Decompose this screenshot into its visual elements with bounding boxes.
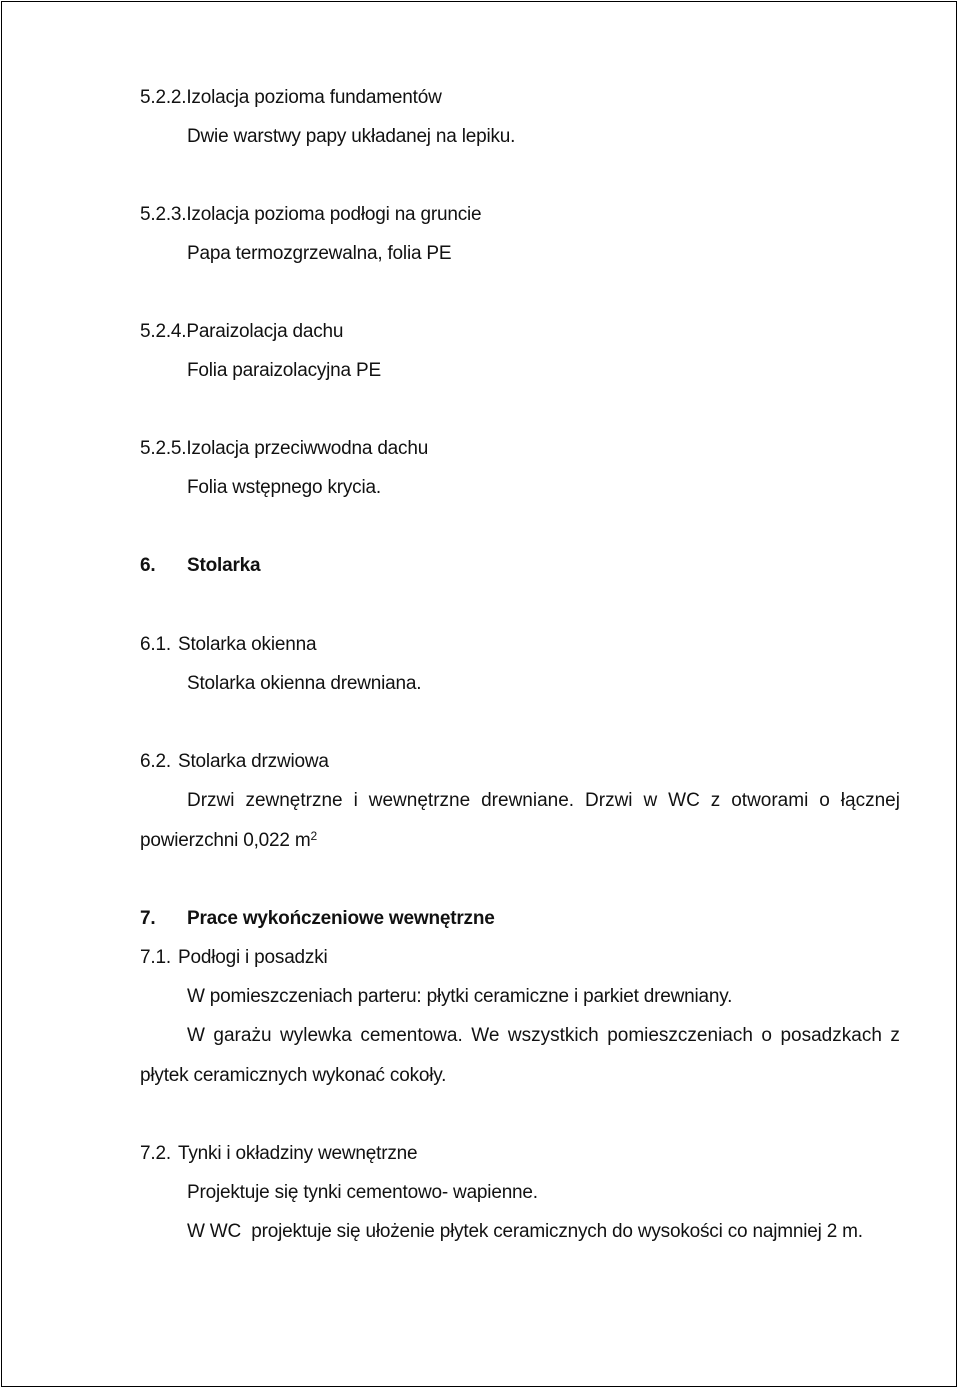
section-title: Stolarka okienna — [178, 634, 317, 655]
section-number: 6. — [140, 555, 156, 576]
heading-5-2-5 — [140, 437, 428, 461]
paragraph-6-2-line2 — [140, 829, 317, 853]
word: wewnętrzne — [368, 790, 471, 811]
word: pomieszczeniach — [607, 1025, 753, 1046]
word: z — [710, 790, 721, 811]
paragraph-7-1-line3: płytek ceramicznych wykonać cokoły. — [140, 1065, 447, 1086]
word: drewniane. — [481, 790, 575, 811]
word: WC — [668, 790, 700, 811]
paragraph-5-2-4: Folia paraizolacyjna PE — [187, 360, 381, 381]
heading-6-2 — [140, 750, 329, 774]
word: otworami — [731, 790, 809, 811]
word: garażu — [213, 1025, 272, 1046]
section-number: 5.2.4. — [140, 321, 187, 342]
section-number: 7. — [140, 908, 156, 929]
word: i — [353, 790, 358, 811]
section-title: Izolacja przeciwwodna dachu — [186, 438, 429, 459]
section-title: Izolacja pozioma podłogi na gruncie — [186, 204, 482, 225]
word: cementowa. — [360, 1025, 463, 1046]
heading-5-2-3 — [140, 203, 481, 227]
word: wszystkich — [507, 1025, 599, 1046]
word: We — [471, 1025, 500, 1046]
section-number: 7.2. — [140, 1143, 171, 1164]
word: w — [643, 790, 658, 811]
heading-6 — [140, 554, 260, 578]
section-number: 7.1. — [140, 947, 171, 968]
heading-6-1 — [140, 633, 316, 657]
section-title: Podłogi i posadzki — [178, 947, 328, 968]
section-number: 5.2.2. — [140, 87, 187, 108]
section-title: Tynki i okładziny wewnętrzne — [178, 1143, 418, 1164]
paragraph-7-1-line2 — [187, 1024, 900, 1048]
paragraph-5-2-5: Folia wstępnego krycia. — [187, 477, 381, 498]
section-title: Prace wykończeniowe wewnętrzne — [187, 908, 495, 929]
word: wylewka — [280, 1025, 352, 1046]
section-number: 6.1. — [140, 634, 171, 655]
section-title: Stolarka — [187, 555, 261, 576]
paragraph-5-2-2: Dwie warstwy papy układanej na lepiku. — [187, 126, 516, 147]
paragraph-6-1: Stolarka okienna drewniana. — [187, 673, 422, 694]
heading-7-1 — [140, 946, 328, 970]
word: Drzwi — [187, 790, 235, 811]
word: o — [761, 1025, 772, 1046]
area-text: powierzchni 0,022 m — [140, 830, 311, 851]
paragraph-7-1-line1: W pomieszczeniach parteru: płytki ceramiczne i parkiet drewniany. — [187, 986, 733, 1007]
section-title: Stolarka drzwiowa — [178, 751, 329, 772]
heading-7-2 — [140, 1142, 417, 1166]
word: z — [890, 1025, 900, 1046]
heading-5-2-2 — [140, 86, 442, 110]
section-title: Izolacja pozioma fundamentów — [186, 87, 442, 108]
word: posadzkach — [780, 1025, 882, 1046]
word: łącznej — [840, 790, 900, 811]
section-number: 5.2.3. — [140, 204, 187, 225]
section-number: 6.2. — [140, 751, 171, 772]
word: o — [819, 790, 830, 811]
paragraph-6-2-line1 — [187, 789, 900, 813]
heading-5-2-4 — [140, 320, 343, 344]
word: Drzwi — [585, 790, 633, 811]
word: W — [187, 1025, 205, 1046]
paragraph-5-2-3: Papa termozgrzewalna, folia PE — [187, 243, 452, 264]
section-number: 5.2.5. — [140, 438, 187, 459]
heading-7 — [140, 907, 495, 931]
superscript: 2 — [310, 829, 317, 843]
paragraph-7-2-line2: W WC projektuje się ułożenie płytek ceramicznych do wysokości co najmniej 2 m. — [187, 1221, 863, 1242]
section-title: Paraizolacja dachu — [186, 321, 344, 342]
word: zewnętrzne — [245, 790, 343, 811]
paragraph-7-2-line1: Projektuje się tynki cementowo- wapienne. — [187, 1182, 538, 1203]
